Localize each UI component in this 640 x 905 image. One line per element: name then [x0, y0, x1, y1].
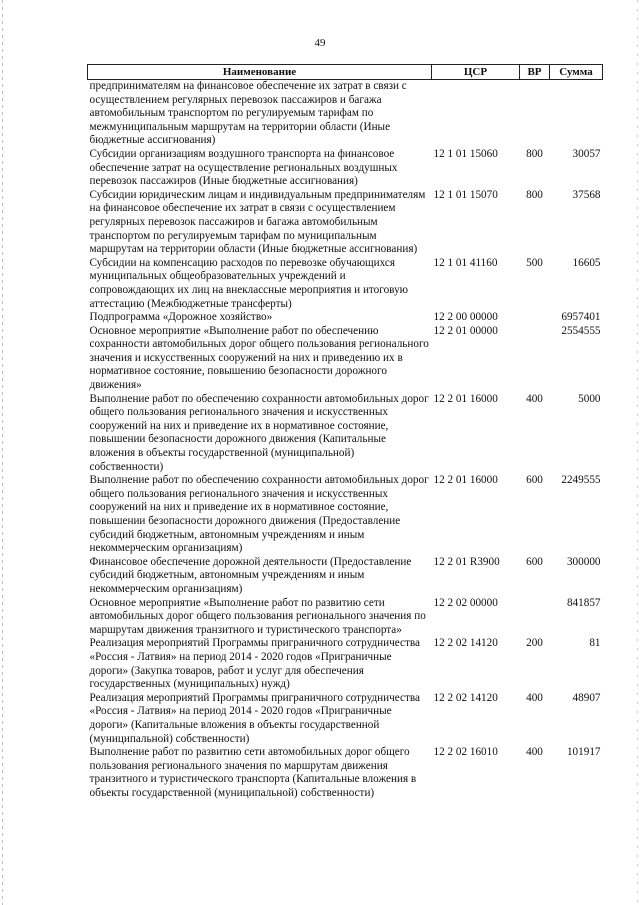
table-row [88, 80, 603, 148]
cell-sum: 2554555 [561, 324, 601, 337]
cell-sum: 48907 [572, 691, 601, 704]
cell-csr: 12 2 01 R3900 [433, 555, 500, 568]
cell-sum: 16605 [572, 256, 601, 269]
table-row [88, 556, 603, 597]
header-sum: Сумма [550, 65, 603, 80]
cell-csr: 12 2 01 16000 [433, 474, 498, 487]
cell-vr: 200 [526, 637, 543, 650]
cell-vr [520, 325, 550, 393]
cell-vr [520, 80, 550, 148]
cell-sum [550, 80, 603, 148]
cell-name: Основное мероприятие «Выполнение работ по обеспечению сохранности автомобильных дорог общего пользования регионального значения и искусственных сооружений на них и приведению их в нормативное состояние, повышению безопасности дорожного движения» [89, 324, 429, 392]
header-vr: ВР [520, 65, 550, 80]
table-row [88, 474, 603, 556]
cell-name: Выполнение работ по развитию сети автомобильных дорог общего пользования регионального значения по маршрутам движения транзитного и туристического транспорта (Капитальные вложения в объекты государственной (муниципальной) собственности) [89, 746, 417, 799]
scan-edge-right [637, 0, 638, 905]
cell-csr: 12 2 01 00000 [433, 324, 498, 337]
cell-vr: 800 [526, 188, 543, 201]
cell-csr: 12 1 01 15070 [433, 188, 498, 201]
page-number: 49 [314, 37, 326, 49]
cell-sum: 30057 [572, 147, 601, 160]
cell-sum: 37568 [572, 188, 601, 201]
cell-csr: 12 2 01 16000 [433, 392, 498, 405]
table-row [88, 311, 603, 325]
table-row [88, 597, 603, 638]
cell-sum: 6957401 [561, 311, 601, 324]
table-header [88, 65, 603, 80]
cell-sum: 300000 [566, 555, 601, 568]
cell-vr [520, 311, 550, 325]
cell-vr: 400 [526, 746, 543, 759]
cell-csr: 12 2 00 00000 [433, 311, 498, 324]
table-row [88, 257, 603, 311]
cell-vr [520, 597, 550, 638]
cell-name: Реализация мероприятий Программы приграничного сотрудничества «Россия - Латвия» на период 2014 - 2020 годов «Приграничные дороги» (Закупка товаров, работ и услуг для обеспечения государственных (муниципальных) нужд) [89, 637, 420, 691]
cell-name: Реализация мероприятий Программы приграничного сотрудничества «Россия - Латвия» на период 2014 - 2020 годов «Приграничные дороги» (Капитальные вложения в объекты государственной (муниципальной) собственности) [89, 691, 420, 745]
header-row [88, 65, 603, 80]
cell-csr: 12 2 02 16010 [433, 746, 498, 759]
cell-name: предпринимателям на финансовое обеспечение их затрат в связи с осуществлением регулярных перевозок пассажиров и багажа автомобильным транспортом по регулируемым тарифам по межмуниципальным маршрутам на территории области (Иные бюджетные ассигнования) [89, 80, 407, 147]
cell-vr: 400 [526, 691, 543, 704]
header-name: Наименование [88, 65, 432, 80]
cell-csr [432, 80, 520, 148]
cell-sum: 2249555 [561, 474, 601, 487]
table-row [88, 692, 603, 746]
cell-sum: 841857 [566, 596, 601, 609]
cell-vr: 800 [526, 147, 543, 160]
cell-name: Финансовое обеспечение дорожной деятельности (Предоставление субсидий бюджетным, автономным учреждениям и иным некоммерческим организациям) [89, 555, 412, 595]
table-row [88, 637, 603, 691]
cell-name: Выполнение работ по обеспечению сохранности автомобильных дорог общего пользования регионального значения и искусственных сооружений на них и приведение их в нормативное состояние, повышении безопасности дорожного движения (Капитальные вложения в объекты государственной (муниципальной) собственности) [89, 392, 429, 473]
budget-table [87, 64, 603, 800]
cell-name: Субсидии юридическим лицам и индивидуальным предпринимателям на финансовое обеспечение их затрат в связи с осуществлением регулярных перевозок пассажиров и багажа автомобильным транспортом по регулируемым тарифам по муниципальным маршрутам на территории области (Иные бюджетные ассигнования) [89, 188, 426, 256]
cell-vr: 400 [526, 392, 543, 405]
table-row [88, 189, 603, 257]
cell-name: Основное мероприятие «Выполнение работ по развитию сети автомобильных дорог общего пользования регионального значения по маршрутам движения транзитного и туристического транспорта» [89, 596, 426, 636]
cell-sum: 5000 [578, 392, 601, 405]
cell-csr: 12 1 01 15060 [433, 147, 498, 160]
table-body [88, 80, 603, 801]
cell-name: Подпрограмма «Дорожное хозяйство» [89, 311, 273, 324]
cell-sum: 81 [589, 637, 601, 650]
table-row [88, 325, 603, 393]
cell-csr: 12 2 02 00000 [433, 596, 498, 609]
cell-csr: 12 1 01 41160 [433, 256, 498, 269]
table-row [88, 746, 603, 800]
cell-csr: 12 2 02 14120 [433, 637, 498, 650]
cell-vr: 500 [526, 256, 543, 269]
cell-name: Выполнение работ по обеспечению сохранности автомобильных дорог общего пользования регионального значения и искусственных сооружений на них и приведение их в нормативное состояние, повышении безопасности дорожного движения (Предоставление субсидий бюджетным, автономным учреждениям и иным некоммерческим организациям) [89, 474, 429, 555]
scan-edge-left [2, 0, 3, 905]
cell-vr: 600 [526, 555, 543, 568]
table-row [88, 148, 603, 189]
table-row [88, 393, 603, 475]
cell-name: Субсидии организациям воздушного транспорта на финансовое обеспечение затрат на осуществление региональных воздушных перевозок пассажиров (Иные бюджетные ассигнования) [89, 147, 398, 188]
cell-sum: 101917 [566, 746, 601, 759]
cell-name: Субсидии на компенсацию расходов по перевозке обучающихся муниципальных общеобразовательных учреждений и сопровождающих их лиц на внеклассные мероприятия и итоговую аттестацию (Межбюджетные трансферты) [89, 256, 409, 310]
header-csr: ЦСР [432, 65, 520, 80]
cell-csr: 12 2 02 14120 [433, 691, 498, 704]
cell-vr: 600 [526, 474, 543, 487]
